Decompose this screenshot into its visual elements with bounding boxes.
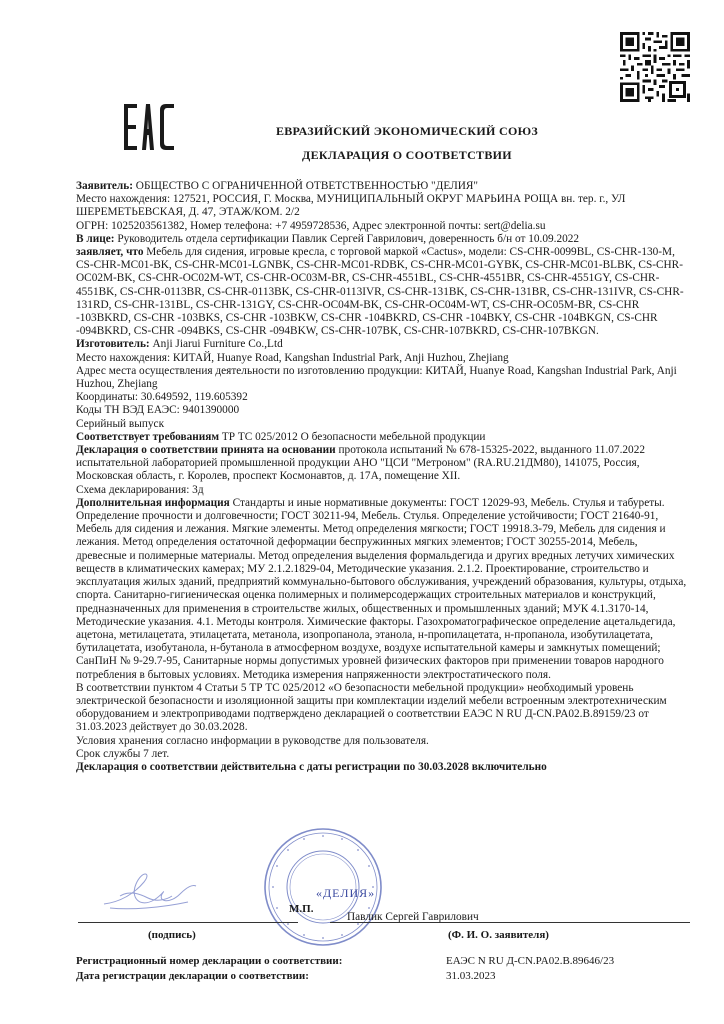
extra-info-value: Стандарты и иные нормативные документы: ГОСТ 12029-93, Мебель. Стулья и табуреты. Определение прочности и долговечности; ГОСТ 30211-94, Мебель. Стулья. Определение устойчивости; ГОСТ 21640-91, Мебель для сидения и лежания. Мягкие элементы. Метод определения мягкости; ГОСТ 19918.3-79, Мебель для сидения и лежания. Метод определения остаточной деформации беспружинных мягких элементов; ГОСТ 30255-2014, Мебель, древесные и полимерные материалы. Метод определения выделения формальдегида и других вредных летучих химических веществ в климатических камерах; МУ 2.1.2.1829-04, Методические указания. 2.1.2. Проектирование, строительство и эксплуатация жилых зданий, предприятий коммунально-бытового обслуживания, учреждений образования, культуры, отдыха, спорта. Санитарно-гигиеническая оценка полимерных и полимерсодержащих строительных материалов и конструкций, предназначенных для применения в строительстве жилых, общественных и промышленных зданий; МУК 4.1.3170-14, Методические указания. 4.1. Методы контроля. Химические факторы. Газохроматографическое определение ацетальдегида, ацетона, метилацетата, этилацетата, метанола, изопропанола, этанола, н-пропилацетата, н-пропанола, изобутилацетата, бутилацетата, изобутанола, н-бутанола в атмосферном воздухе, воздухе испытательной камеры и замкнутых помещений; СанПиН № 9-29.7-95, Санитарные нормы допустимых уровней физических факторов при применении товаров народного потребления в бытовых условиях. Методика измерения напряженности электростатического поля. bbox=[76, 496, 687, 681]
applicant-line bbox=[76, 180, 690, 193]
validity: Декларация о соответствии действительна с даты регистрации по 30.03.2028 включительно bbox=[76, 760, 547, 773]
extra-info-line bbox=[76, 497, 690, 682]
requirements-label: Соответствует требованиям bbox=[76, 430, 220, 443]
manufacturer-value: Anji Jiarui Furniture Co.,Ltd bbox=[149, 338, 283, 351]
storage-conditions: Условия хранения согласно информации в руководстве для пользователя. bbox=[76, 734, 429, 747]
declares-line bbox=[76, 246, 690, 338]
union-title: ЕВРАЗИЙСКИЙ ЭКОНОМИЧЕСКИЙ СОЮЗ bbox=[275, 124, 539, 138]
registration-number-label: Регистрационный номер декларации о соответствии: bbox=[76, 955, 343, 967]
declares-label: заявляет, что bbox=[76, 246, 144, 259]
applicant-value: ОБЩЕСТВО С ОГРАНИЧЕННОЙ ОТВЕТСТВЕННОСТЬЮ "ДЕЛИЯ" bbox=[132, 180, 479, 192]
requirements-value: ТР ТС 025/2012 О безопасности мебельной продукции bbox=[219, 430, 486, 443]
declaration-body bbox=[76, 180, 690, 774]
manufacturer-label: Изготовитель: bbox=[76, 338, 150, 351]
manufacturer-address: Место нахождения: КИТАЙ, Huanye Road, Kangshan Industrial Park, Anji Huzhou, Zhejiang bbox=[76, 351, 509, 364]
service-life: Срок службы 7 лет. bbox=[76, 747, 170, 760]
registration-date-label: Дата регистрации декларации о соответствии: bbox=[76, 970, 309, 982]
signer-name: Павлик Сергей Гаврилович bbox=[347, 911, 479, 923]
serial-production: Серийный выпуск bbox=[76, 417, 165, 430]
basis-label: Декларация о соответствии принята на основании bbox=[76, 444, 336, 457]
stamp-name: «ДЕЛИЯ» bbox=[316, 886, 376, 900]
basis-line bbox=[76, 444, 690, 484]
document-title: ДЕКЛАРАЦИЯ О СООТВЕТСТВИИ bbox=[302, 148, 512, 162]
name-caption: (Ф. И. О. заявителя) bbox=[448, 929, 549, 941]
production-address: Адрес места осуществления деятельности по изготовлению продукции: КИТАЙ, Huanye Road, Kangshan Industrial Park, Anji Huzhou, Zhejiang bbox=[76, 364, 677, 391]
person-label: В лице: bbox=[76, 232, 115, 245]
coordinates: Координаты: 30.649592, 119.605392 bbox=[76, 391, 248, 404]
registration-number-value: ЕАЭС N RU Д-CN.PA02.B.89646/23 bbox=[446, 955, 615, 967]
basis-value: протокола испытаний № 678-15325-2022, выданного 11.07.2022 испытательной лабораторией промышленной продукции АНО "ЦСИ "Метроном" (RA.RU.21ДМ80), 141075, Россия, Московская область, г. Королев, проспект Космонавтов, д. 17А, помещение XII. bbox=[76, 444, 645, 483]
requirements-line bbox=[76, 431, 690, 444]
handwritten-signature bbox=[100, 864, 200, 914]
scheme: Схема декларирования: 3д bbox=[76, 483, 204, 496]
customs-codes: Коды ТН ВЭД ЕАЭС: 9401390000 bbox=[76, 404, 240, 417]
person-value: Руководитель отдела сертификации Павлик Сергей Гаврилович, доверенность б/н от 10.09.2022 bbox=[114, 232, 580, 245]
person-line bbox=[76, 233, 690, 246]
applicant-address: Место нахождения: 127521, РОССИЯ, Г. Москва, МУНИЦИПАЛЬНЫЙ ОКРУГ МАРЬИНА РОЩА вн. тер. г., УЛ ШЕРЕМЕТЬЕВСКАЯ, Д. 47, ЭТАЖ/КОМ. 2/2 bbox=[76, 193, 626, 219]
signature-line bbox=[78, 922, 298, 923]
electrical-safety: В соответствии пунктом 4 Статьи 5 ТР ТС 025/2012 «О безопасности мебельной продукции» необходимый уровень электрической безопасности и изоляционной защиты при комплектации изделий мебели встроенным электротехническим оборудованием и электроприводами подтверждено декларацией о соответствии ЕАЭС N RU Д-CN.PA02.B.89159/23 от 31.03.2023 действует до 30.03.2028. bbox=[76, 681, 667, 734]
signature-caption: (подпись) bbox=[148, 929, 196, 941]
declares-value: Мебель для сидения, игровые кресла, с торговой маркой «Cactus», модели: CS-CHR-0099BL, CS-CHR-130-M, CS-CHR-MC01-BK, CS-CHR-MC01-LGNBK, CS-CHR-MC01-RDBK, CS-CHR-MC01-GYBK, CS-CHR-MC01-BLBK, CS-CHR-OC02M-BK, CS-CHR-OC02M-WT, CS-CHR-OC03M-BR, CS-CHR-4551BL, CS-CHR-4551BR, CS-CHR-4551GY, CS-CHR-4551BK, CS-CHR-0113BR, CS-CHR-0113BK, CS-CHR-0113IVR, CS-CHR-131BK, CS-CHR-131BR, CS-CHR-131IVR, CS-CHR-131RD, CS-CHR-131BL, CS-CHR-131GY, CS-CHR-OC04M-BK, CS-CHR-OC04M-WT, CS-CHR-OC05M-BR, CS-CHR -103BKRD, CS-CHR -103BKS, CS-CHR -103BKW, CS-CHR -104BKRD, CS-CHR -104BKY, CS-CHR -104BKGN, CS-CHR -094BKRD, CS-CHR -094BKS, CS-CHR -094BKW, CS-CHR-107BK, CS-CHR-107BKRD, CS-CHR-107BKGN. bbox=[76, 246, 684, 338]
applicant-ogrn: ОГРН: 1025203561382, Номер телефона: +7 4959728536, Адрес электронной почты: sert@delia.su bbox=[76, 219, 546, 232]
qr-code bbox=[620, 32, 690, 102]
extra-info-label: Дополнительная информация bbox=[76, 496, 230, 509]
manufacturer-line bbox=[76, 338, 690, 351]
seal-place-mark: М.П. bbox=[289, 903, 314, 915]
registration-date-value: 31.03.2023 bbox=[446, 970, 496, 982]
name-line bbox=[330, 922, 690, 923]
applicant-label: Заявитель: bbox=[76, 180, 133, 192]
